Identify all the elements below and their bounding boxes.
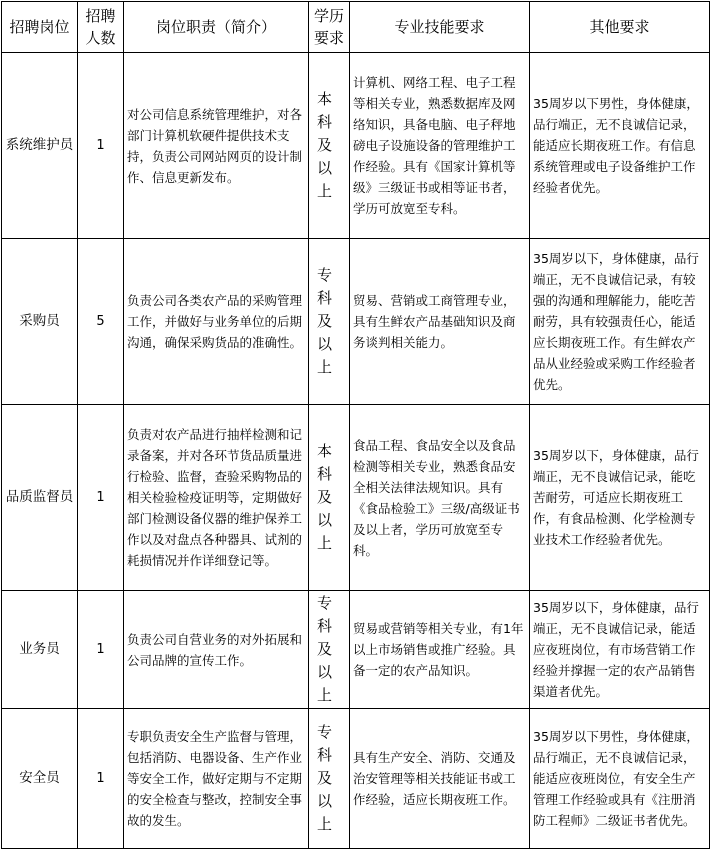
- skills-cell: 贸易、营销或工商管理专业，具有生鲜农产品基础知识及商务谈判相关能力。: [350, 239, 530, 405]
- position-cell: 安全员: [2, 709, 78, 849]
- duties-cell: 专职负责安全生产监督与管理，包括消防、电器设备、生产作业等安全工作，做好定期与不定期的安全检查与整改，控制安全事故的发生。: [124, 709, 309, 849]
- table-row: [2, 591, 710, 709]
- education-cell: 专科及以上: [309, 239, 350, 405]
- count-cell: 1: [78, 405, 124, 591]
- position-cell: 品质监督员: [2, 405, 78, 591]
- other-cell: 35周岁以下，身体健康，品行端正，无不良诚信记录，能适应夜班岗位，有市场营销工作经验并撑握一定的农产品销售渠道者优先。: [530, 591, 710, 709]
- count-cell: 1: [78, 591, 124, 709]
- skills-cell: 贸易或营销等相关专业，有1年以上市场销售或推广经验。具备一定的农产品知识。: [350, 591, 530, 709]
- count-cell: 1: [78, 53, 124, 239]
- other-cell: 35周岁以下，身体健康，品行端正，无不良诚信记录，有较强的沟通和理解能力，能吃苦耐劳，具有较强责任心，能适应长期夜班工作。有生鲜农产品从业经验或采购工作经验者优先。: [530, 239, 710, 405]
- education-cell: 本科及以上: [309, 53, 350, 239]
- count-cell: 1: [78, 709, 124, 849]
- education-cell: 专科及以上: [309, 709, 350, 849]
- duties-cell: 负责公司自营业务的对外拓展和公司品牌的宣传工作。: [124, 591, 309, 709]
- other-cell: 35周岁以下男性，身体健康，品行端正，无不良诚信记录，能适应夜班岗位，有安全生产管理工作经验或具有《注册消防工程师》二级证书者优先。: [530, 709, 710, 849]
- table-row: [2, 709, 710, 849]
- recruitment-table: [1, 1, 710, 849]
- header-row: [2, 2, 710, 53]
- education-cell: 专科及以上: [309, 591, 350, 709]
- duties-cell: 对公司信息系统管理维护，对各部门计算机软硬件提供技术支持，负责公司网站网页的设计制作、信息更新发布。: [124, 53, 309, 239]
- position-cell: 采购员: [2, 239, 78, 405]
- duties-cell: 负责公司各类农产品的采购管理工作，并做好与业务单位的后期沟通，确保采购货品的准确性。: [124, 239, 309, 405]
- header-skills: 专业技能要求: [350, 2, 530, 53]
- duties-cell: 负责对农产品进行抽样检测和记录备案，并对各环节货品质量进行检验、监督，查验采购物品的相关检验检疫证明等，定期做好部门检测设备仪器的维护保养工作以及对盘点各种器具、试剂的耗损情况并作详细登记等。: [124, 405, 309, 591]
- position-cell: 业务员: [2, 591, 78, 709]
- header-duties: 岗位职责（简介）: [124, 2, 309, 53]
- header-education: 学历要求: [309, 2, 350, 53]
- count-cell: 5: [78, 239, 124, 405]
- table-row: [2, 405, 710, 591]
- other-cell: 35周岁以下男性，身体健康，品行端正，无不良诚信记录，能适应长期夜班工作。有信息系统管理或电子设备维护工作经验者优先。: [530, 53, 710, 239]
- skills-cell: 食品工程、食品安全以及食品检测等相关专业，熟悉食品安全相关法律法规知识。具有《食品检验工》三级/高级证书及以上者，学历可放宽至专科。: [350, 405, 530, 591]
- header-position: 招聘岗位: [2, 2, 78, 53]
- education-cell: 本科及以上: [309, 405, 350, 591]
- header-count: 招聘人数: [78, 2, 124, 53]
- skills-cell: 计算机、网络工程、电子工程等相关专业，熟悉数据库及网络知识，具备电脑、电子秤地磅电子设施设备的管理维护工作经验。具有《国家计算机等级》三级证书或相等证书者，学历可放宽至专科。: [350, 53, 530, 239]
- skills-cell: 具有生产安全、消防、交通及治安管理等相关技能证书或工作经验，适应长期夜班工作。: [350, 709, 530, 849]
- table-row: [2, 239, 710, 405]
- other-cell: 35周岁以下，身体健康，品行端正，无不良诚信记录，能吃苦耐劳，可适应长期夜班工作，有食品检测、化学检测专业技术工作经验者优先。: [530, 405, 710, 591]
- table-row: [2, 53, 710, 239]
- position-cell: 系统维护员: [2, 53, 78, 239]
- header-other: 其他要求: [530, 2, 710, 53]
